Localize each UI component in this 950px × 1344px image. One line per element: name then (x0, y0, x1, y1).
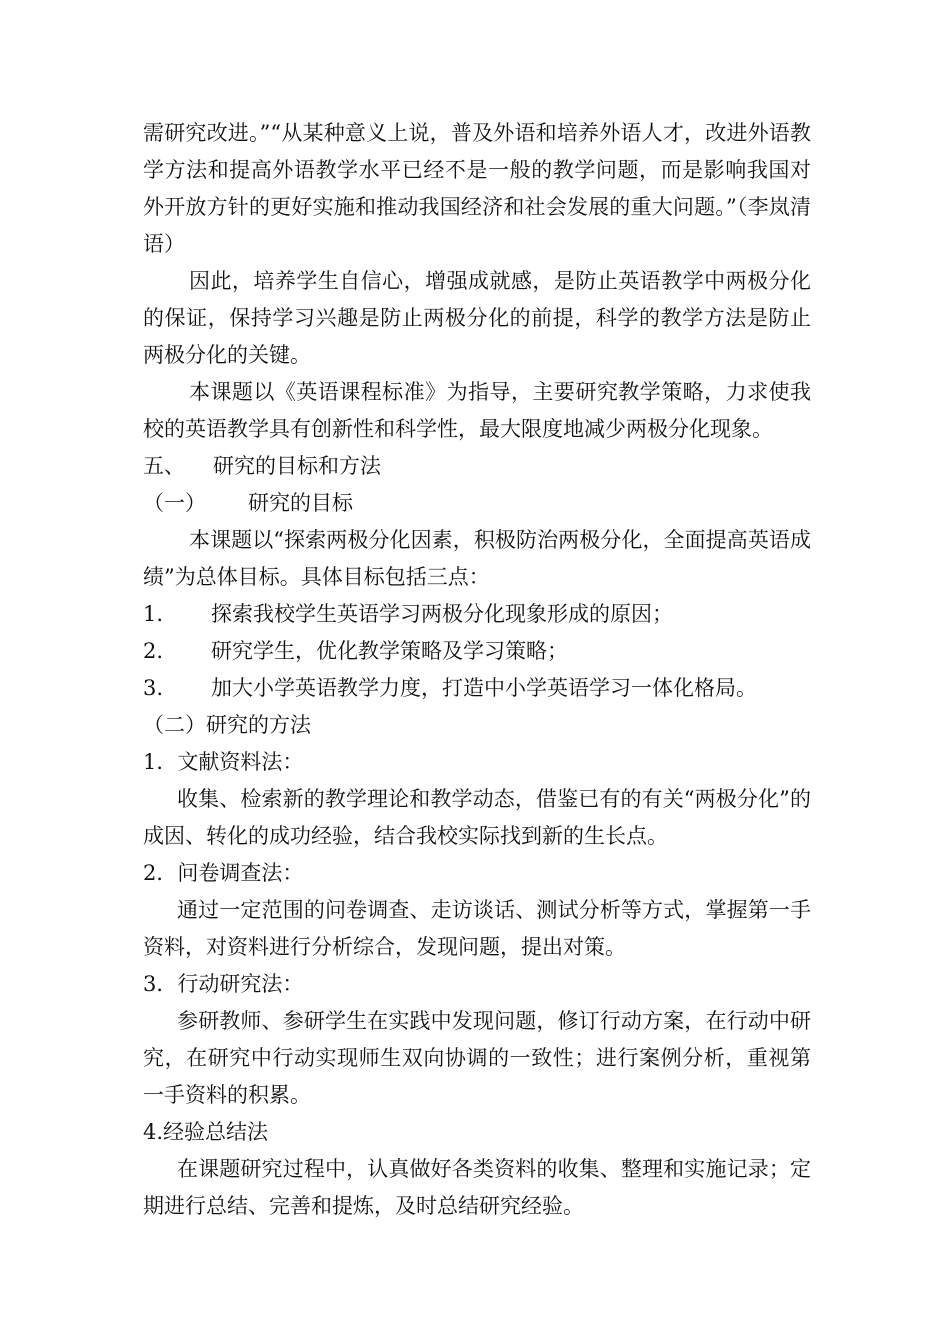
section-title: 研究的目标和方法 (213, 454, 381, 478)
method-heading-1: 1．文献资料法： (143, 750, 304, 774)
paragraph-standard: 本课题以《英语课程标准》为指导，主要研究教学策略，力求使我校的英语教学具有创新性和科学性，最大限度地减少两极分化现象。 (143, 380, 811, 441)
goal-text: 加大小学英语教学力度，打造中小学英语学习一体化格局。 (211, 676, 757, 700)
method-text-3: 参研教师、参研学生在实践中发现问题，修订行动方案，在行动中研究，在研究中行动实现师生双向协调的一致性；进行案例分析，重视第一手资料的积累。 (143, 1009, 811, 1107)
method-heading-3: 3．行动研究法： (143, 972, 304, 996)
section-heading-5 (143, 448, 811, 485)
subsection-heading-1 (143, 485, 811, 522)
goal-number: 2. (143, 639, 164, 663)
goal-text: 研究学生，优化教学策略及学习策略； (211, 639, 568, 663)
section-number: 五、 (143, 454, 185, 478)
goal-item-3 (143, 670, 811, 707)
method-heading-4: 4.经验总结法 (143, 1120, 269, 1144)
paragraph-therefore: 因此，培养学生自信心，增强成就感，是防止英语教学中两极分化的保证，保持学习兴趣是防止两极分化的前提，科学的教学方法是防止两极分化的关键。 (143, 269, 811, 367)
method-text-1: 收集、检索新的教学理论和教学动态，借鉴已有的有关“两极分化”的成因、转化的成功经验，结合我校实际找到新的生长点。 (143, 787, 811, 848)
subsection-title: 研究的目标 (248, 491, 353, 515)
goal-number: 1. (143, 602, 164, 626)
document-body (143, 115, 811, 1225)
method-text-4: 在课题研究过程中，认真做好各类资料的收集、整理和实施记录；定期进行总结、完善和提炼，及时总结研究经验。 (143, 1157, 811, 1218)
goal-text: 探索我校学生英语学习两极分化现象形成的原因； (211, 602, 673, 626)
subsection-number: （一） (143, 491, 206, 515)
method-heading-2: 2．问卷调查法： (143, 861, 304, 885)
goal-item-1 (143, 596, 811, 633)
subsection-heading-2: （二）研究的方法 (143, 713, 311, 737)
goal-number: 3. (143, 676, 164, 700)
method-text-2: 通过一定范围的问卷调查、走访谈话、测试分析等方式，掌握第一手资料，对资料进行分析综合，发现问题，提出对策。 (143, 898, 811, 959)
paragraph-quote: 需研究改进。”“从某种意义上说，普及外语和培养外语人才，改进外语教学方法和提高外语教学水平已经不是一般的教学问题，而是影响我国对外开放方针的更好实施和推动我国经济和社会发展的重大问题。”（李岚清语） (143, 121, 811, 256)
goal-item-2 (143, 633, 811, 670)
paragraph-goal: 本课题以“探索两极分化因素，积极防治两极分化，全面提高英语成绩”为总体目标。具体目标包括三点： (143, 528, 811, 589)
